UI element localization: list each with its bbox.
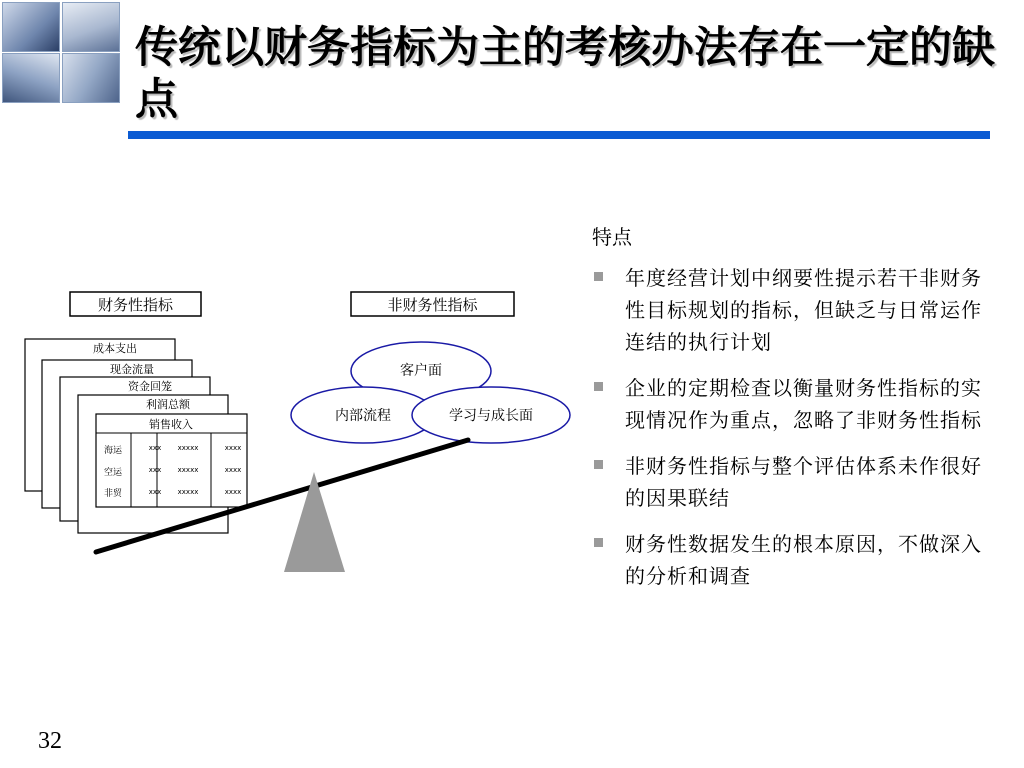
nonfinancial-label-text: 非财务性指标: [387, 296, 478, 314]
square-bullet-icon: [594, 538, 603, 547]
row-value: xxxx: [224, 444, 242, 452]
fulcrum-triangle: [284, 472, 345, 572]
row-value: xxxx: [224, 488, 242, 496]
photo-tile-papers: [62, 53, 120, 103]
learning-growth-ellipse: [412, 387, 570, 443]
feature-bullet: [592, 372, 997, 436]
financial-label-text: 财务性指标: [97, 296, 174, 314]
square-bullet-icon: [594, 382, 603, 391]
card-stack: [25, 339, 247, 533]
nonfinancial-indicators-label: [351, 292, 514, 316]
square-bullet-icon: [594, 460, 603, 469]
ellipse-label: 学习与成长面: [449, 408, 533, 424]
card-title: 现金流量: [110, 363, 154, 376]
ellipse-label: 客户面: [400, 363, 442, 379]
bullet-text: 财务性数据发生的根本原因，不做深入的分析和调查: [625, 532, 982, 588]
row-value: xxxx: [224, 466, 242, 474]
row-value: xxxxx: [177, 488, 199, 496]
row-label: 非贸: [103, 489, 123, 499]
feature-bullet: [592, 450, 997, 514]
card-header: 销售收入: [149, 418, 193, 431]
row-label: 空运: [103, 468, 123, 478]
feature-bullet: [592, 528, 997, 592]
row-value: xxx: [148, 488, 162, 496]
features-panel: [592, 222, 997, 606]
card-title: 利润总额: [146, 398, 190, 411]
card-title: 成本支出: [93, 342, 137, 355]
row-value: xxx: [148, 444, 162, 452]
ellipse-label: 内部流程: [335, 408, 391, 424]
photo-tile-pen: [62, 2, 120, 52]
photo-tile-chart: [2, 53, 60, 103]
feature-bullet: [592, 262, 997, 358]
row-value: xxxxx: [177, 444, 199, 452]
row-label: 海运: [103, 446, 123, 456]
square-bullet-icon: [594, 272, 603, 281]
photo-tile-compass: [2, 2, 60, 52]
bullet-text: 非财务性指标与整个评估体系未作很好的因果联结: [625, 454, 982, 510]
bullet-text: 企业的定期检查以衡量财务性指标的实现情况作为重点，忽略了非财务性指标: [625, 376, 982, 432]
financial-indicators-label: [70, 292, 201, 316]
balance-scale-diagram: [0, 150, 600, 600]
row-value: xxxxx: [177, 466, 199, 474]
bullet-text: 年度经营计划中纲要性提示若干非财务性目标规划的指标，但缺乏与日常运作连结的执行计划: [625, 266, 982, 354]
features-heading: 特点: [592, 225, 632, 249]
page-number: 32: [38, 728, 62, 754]
header-photo-collage: [0, 0, 120, 102]
slide-title: 传统以财务指标为主的考核办法存在一定的缺点: [135, 23, 995, 125]
title-underline-bar: [128, 131, 990, 139]
card-sales-revenue: [96, 414, 247, 507]
row-value: xxx: [148, 466, 162, 474]
card-title: 资金回笼: [128, 380, 172, 393]
